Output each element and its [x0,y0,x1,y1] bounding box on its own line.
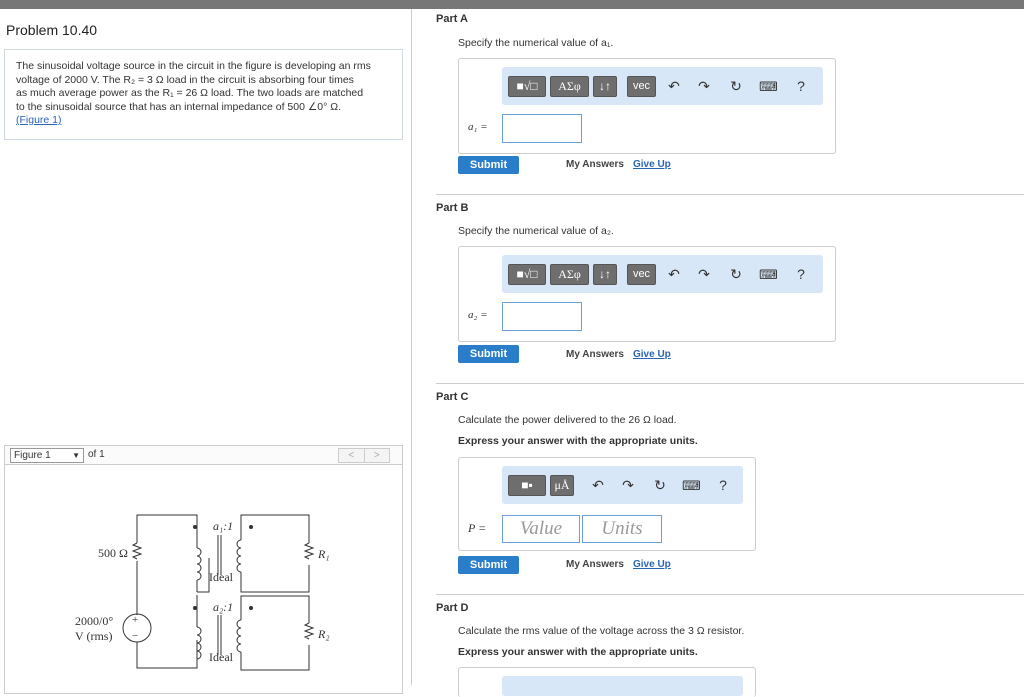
part-b-give-up[interactable]: Give Up [633,349,671,360]
units-toolbar [502,466,743,504]
problem-line-4: to the sinusoidal source that has an internal impedance of 500 ∠0° Ω. [16,100,341,113]
part-c-instruction: Express your answer with the appropriate units. [458,435,698,447]
keyboard-icon[interactable]: ⌨ [682,478,701,493]
part-d-label: Part D [436,602,469,614]
units-toolbar [502,676,743,696]
part-c-question: Calculate the power delivered to the 26 Ω load. [458,414,677,426]
divider [436,594,1024,595]
units-template-button[interactable]: ■▪ [508,475,546,496]
label-source: 2000/0° [75,614,114,628]
a2-input[interactable] [502,302,582,331]
figure-area [4,465,403,694]
redo-icon[interactable]: ↷ [698,266,710,282]
part-d-question: Calculate the rms value of the voltage across the 3 Ω resistor. [458,625,745,637]
label-ideal-2: Ideal [209,650,233,664]
problem-line-2: voltage of 2000 V. The R₂ = 3 Ω load in the circuit is absorbing four times [16,73,354,86]
part-a-give-up[interactable]: Give Up [633,159,671,170]
math-toolbar [502,67,823,105]
part-b-label: Part B [436,202,469,214]
part-c-give-up[interactable]: Give Up [633,559,671,570]
value-input[interactable]: Value [502,515,580,543]
reset-icon[interactable]: ↻ [730,266,742,282]
figure-nav [338,448,390,463]
a1-input[interactable] [502,114,582,143]
prev-figure-button[interactable]: < [348,450,355,461]
divider [436,194,1024,195]
figure-toolbar [4,445,403,465]
part-b-submit-button[interactable]: Submit [458,345,519,363]
units-button[interactable]: μÅ [550,475,574,496]
figure-link[interactable]: (Figure 1) [16,114,62,126]
greek-button[interactable]: ΑΣφ [550,76,589,97]
answer-panel [412,9,1024,685]
divider [436,383,1024,384]
part-b-question: Specify the numerical value of a₂. [458,225,614,237]
help-icon[interactable]: ? [719,477,727,493]
keyboard-icon[interactable]: ⌨ [759,267,778,282]
keyboard-icon[interactable]: ⌨ [759,79,778,94]
p-label: P = [468,521,487,535]
problem-panel [0,9,412,685]
part-a-answer-box [458,58,836,154]
wire-bottom-left [137,640,197,668]
circuit-diagram [5,465,402,693]
redo-icon[interactable]: ↷ [622,477,634,493]
part-d-answer-box [458,667,756,697]
part-a-label: Part A [436,13,468,25]
secondary-coil-2 [237,620,241,652]
resistor-500 [133,543,141,559]
reset-icon[interactable]: ↻ [730,78,742,94]
problem-line-1: The sinusoidal voltage source in the circuit in the figure is developing an rms [16,60,371,72]
part-c-label: Part C [436,391,469,403]
templates-button[interactable]: ■√□ [508,76,546,97]
label-ideal-1: Ideal [209,570,233,584]
arrows-button[interactable]: ↓↑ [593,264,617,285]
part-a-submit-button[interactable]: Submit [458,156,519,174]
help-icon[interactable]: ? [797,78,805,94]
help-icon[interactable]: ? [797,266,805,282]
resistor-r2 [305,623,313,639]
label-500: 500 Ω [98,546,128,560]
problem-line-3: as much average power as the R₁ = 26 Ω load. The two loads are matched [16,87,364,99]
part-c-answer-box [458,457,756,551]
undo-icon[interactable]: ↶ [668,266,680,282]
part-c-submit-button[interactable]: Submit [458,556,519,574]
part-a-my-answers[interactable]: My Answers [566,159,624,170]
part-d-instruction: Express your answer with the appropriate units. [458,646,698,658]
math-toolbar [502,255,823,293]
problem-statement [4,49,403,140]
label-ratio-1: a₁:1 [213,519,234,533]
reset-icon[interactable]: ↻ [654,477,666,493]
part-a-question: Specify the numerical value of a₁. [458,37,614,49]
a1-label: a₁ = [468,121,488,133]
primary-coil-1 [197,548,201,580]
wire-top-left [137,515,197,545]
units-input[interactable]: Units [582,515,662,543]
arrows-button[interactable]: ↓↑ [593,76,617,97]
label-r1: R₁ [318,547,330,561]
dropdown-arrow-icon: ▼ [72,451,80,460]
part-c-my-answers[interactable]: My Answers [566,559,624,570]
label-ratio-2: a₂:1 [213,600,234,614]
top-bar [0,0,1024,9]
resistor-r1 [305,543,313,559]
figure-select-value: Figure 1 [14,450,51,461]
figure-select[interactable] [10,448,84,463]
templates-button[interactable]: ■√□ [508,264,546,285]
problem-title: Problem 10.40 [6,22,98,38]
label-r2: R₂ [318,627,330,641]
undo-icon[interactable]: ↶ [668,78,680,94]
greek-button[interactable]: ΑΣφ [550,264,589,285]
figure-count: of 1 [88,449,105,460]
vec-button[interactable]: vec [627,264,656,285]
secondary-coil-1 [237,540,241,572]
part-b-my-answers[interactable]: My Answers [566,349,624,360]
vec-button[interactable]: vec [627,76,656,97]
label-plus: + [132,614,139,626]
a2-label: a₂ = [468,309,488,321]
undo-icon[interactable]: ↶ [592,477,604,493]
redo-icon[interactable]: ↷ [698,78,710,94]
primary-coil-2 [197,627,201,659]
part-b-answer-box [458,246,836,342]
label-source-unit: V (rms) [75,629,113,643]
next-figure-button[interactable]: > [364,449,390,462]
label-minus: − [132,630,139,642]
